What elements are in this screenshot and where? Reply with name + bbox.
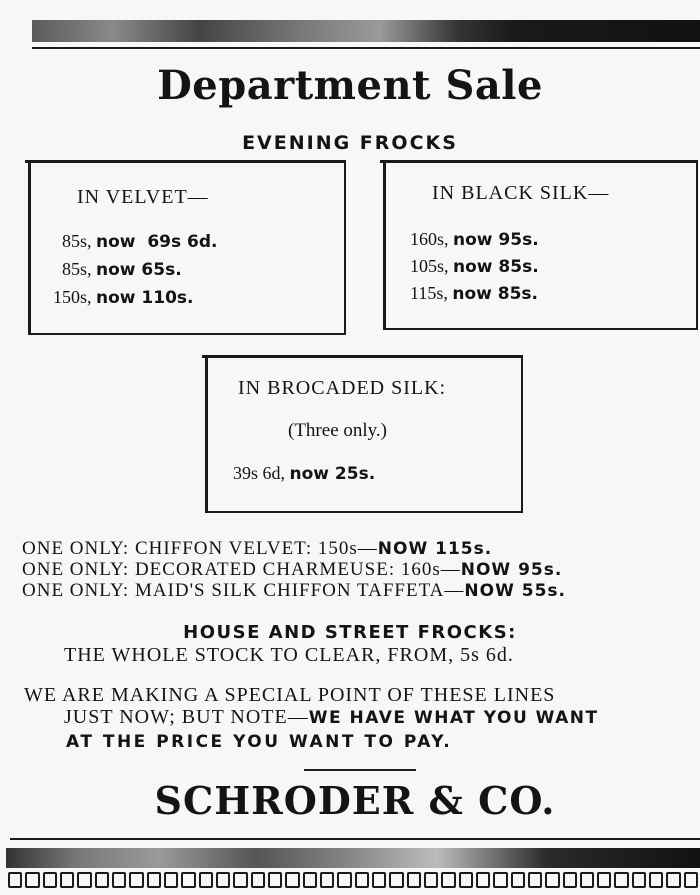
one-only-3-price: NOW 55s.: [464, 581, 566, 601]
one-only-line-3: [22, 580, 566, 602]
velvet-heading: IN VELVET—: [77, 186, 209, 208]
store-name: SCHRODER & CO.: [154, 778, 556, 823]
black-silk-heading: IN BLACK SILK—: [432, 182, 610, 204]
ad-title: Department Sale: [157, 62, 543, 109]
velvet-item-1: [62, 231, 218, 252]
one-only-2-text: ONE ONLY: DECORATED CHARMEUSE: 160s—: [22, 559, 461, 580]
velvet-item-2: [62, 259, 182, 280]
velvet-item-1-now: now 69s 6d.: [96, 232, 218, 252]
velvet-item-3-was: 150s,: [53, 287, 92, 307]
brocaded-item: [233, 463, 375, 484]
black-silk-price-box: [383, 160, 698, 330]
house-frocks-text: THE WHOLE STOCK TO CLEAR, FROM, 5s 6d.: [64, 644, 514, 666]
promo-line-1: WE ARE MAKING A SPECIAL POINT OF THESE LINES: [24, 684, 556, 706]
house-frocks-heading: HOUSE AND STREET FROCKS:: [183, 622, 517, 643]
black-silk-item-3-was: 115s,: [410, 283, 448, 303]
brocaded-item-now: now 25s.: [289, 464, 376, 484]
velvet-price-box: [28, 160, 346, 335]
divider-rule: [304, 769, 416, 771]
black-silk-item-1: [410, 229, 539, 250]
promo-line-2: [64, 706, 599, 729]
black-silk-item-2-now: now 85s.: [453, 257, 539, 277]
promo-line-3: AT THE PRICE YOU WANT TO PAY.: [66, 732, 453, 752]
ad-subtitle: EVENING FROCKS: [242, 132, 458, 154]
promo-line-2-plain: JUST NOW; BUT NOTE—: [64, 706, 309, 728]
black-silk-item-3-now: now 85s.: [452, 284, 538, 304]
one-only-3-text: ONE ONLY: MAID'S SILK CHIFFON TAFFETA—: [22, 580, 465, 601]
black-silk-item-1-now: now 95s.: [453, 230, 539, 250]
bottom-decorative-band: [6, 848, 700, 868]
top-rule: [32, 47, 700, 49]
top-decorative-band: [32, 20, 700, 42]
brocaded-note: (Three only.): [288, 420, 387, 441]
brocaded-heading: IN BROCADED SILK:: [238, 377, 447, 399]
one-only-1-text: ONE ONLY: CHIFFON VELVET: 150s—: [22, 538, 378, 559]
one-only-1-price: NOW 115s.: [377, 539, 493, 559]
one-only-line-2: [22, 559, 562, 581]
brocaded-item-was: 39s 6d,: [233, 463, 286, 483]
velvet-item-2-now: now 65s.: [96, 260, 182, 280]
promo-line-2-bold: WE HAVE WHAT YOU WANT: [308, 708, 599, 728]
velvet-item-3: [53, 287, 193, 308]
one-only-line-1: [22, 538, 492, 560]
velvet-item-1-was: 85s,: [62, 231, 92, 251]
black-silk-item-2: [410, 256, 539, 277]
bottom-border-pattern: [8, 872, 698, 888]
black-silk-item-2-was: 105s,: [410, 256, 449, 276]
black-silk-item-3: [410, 283, 538, 304]
brocaded-silk-price-box: [205, 355, 523, 513]
velvet-item-2-was: 85s,: [62, 259, 92, 279]
one-only-2-price: NOW 95s.: [460, 560, 563, 580]
velvet-item-3-now: now 110s.: [96, 288, 194, 308]
black-silk-item-1-was: 160s,: [410, 229, 449, 249]
bottom-rule: [10, 838, 700, 840]
